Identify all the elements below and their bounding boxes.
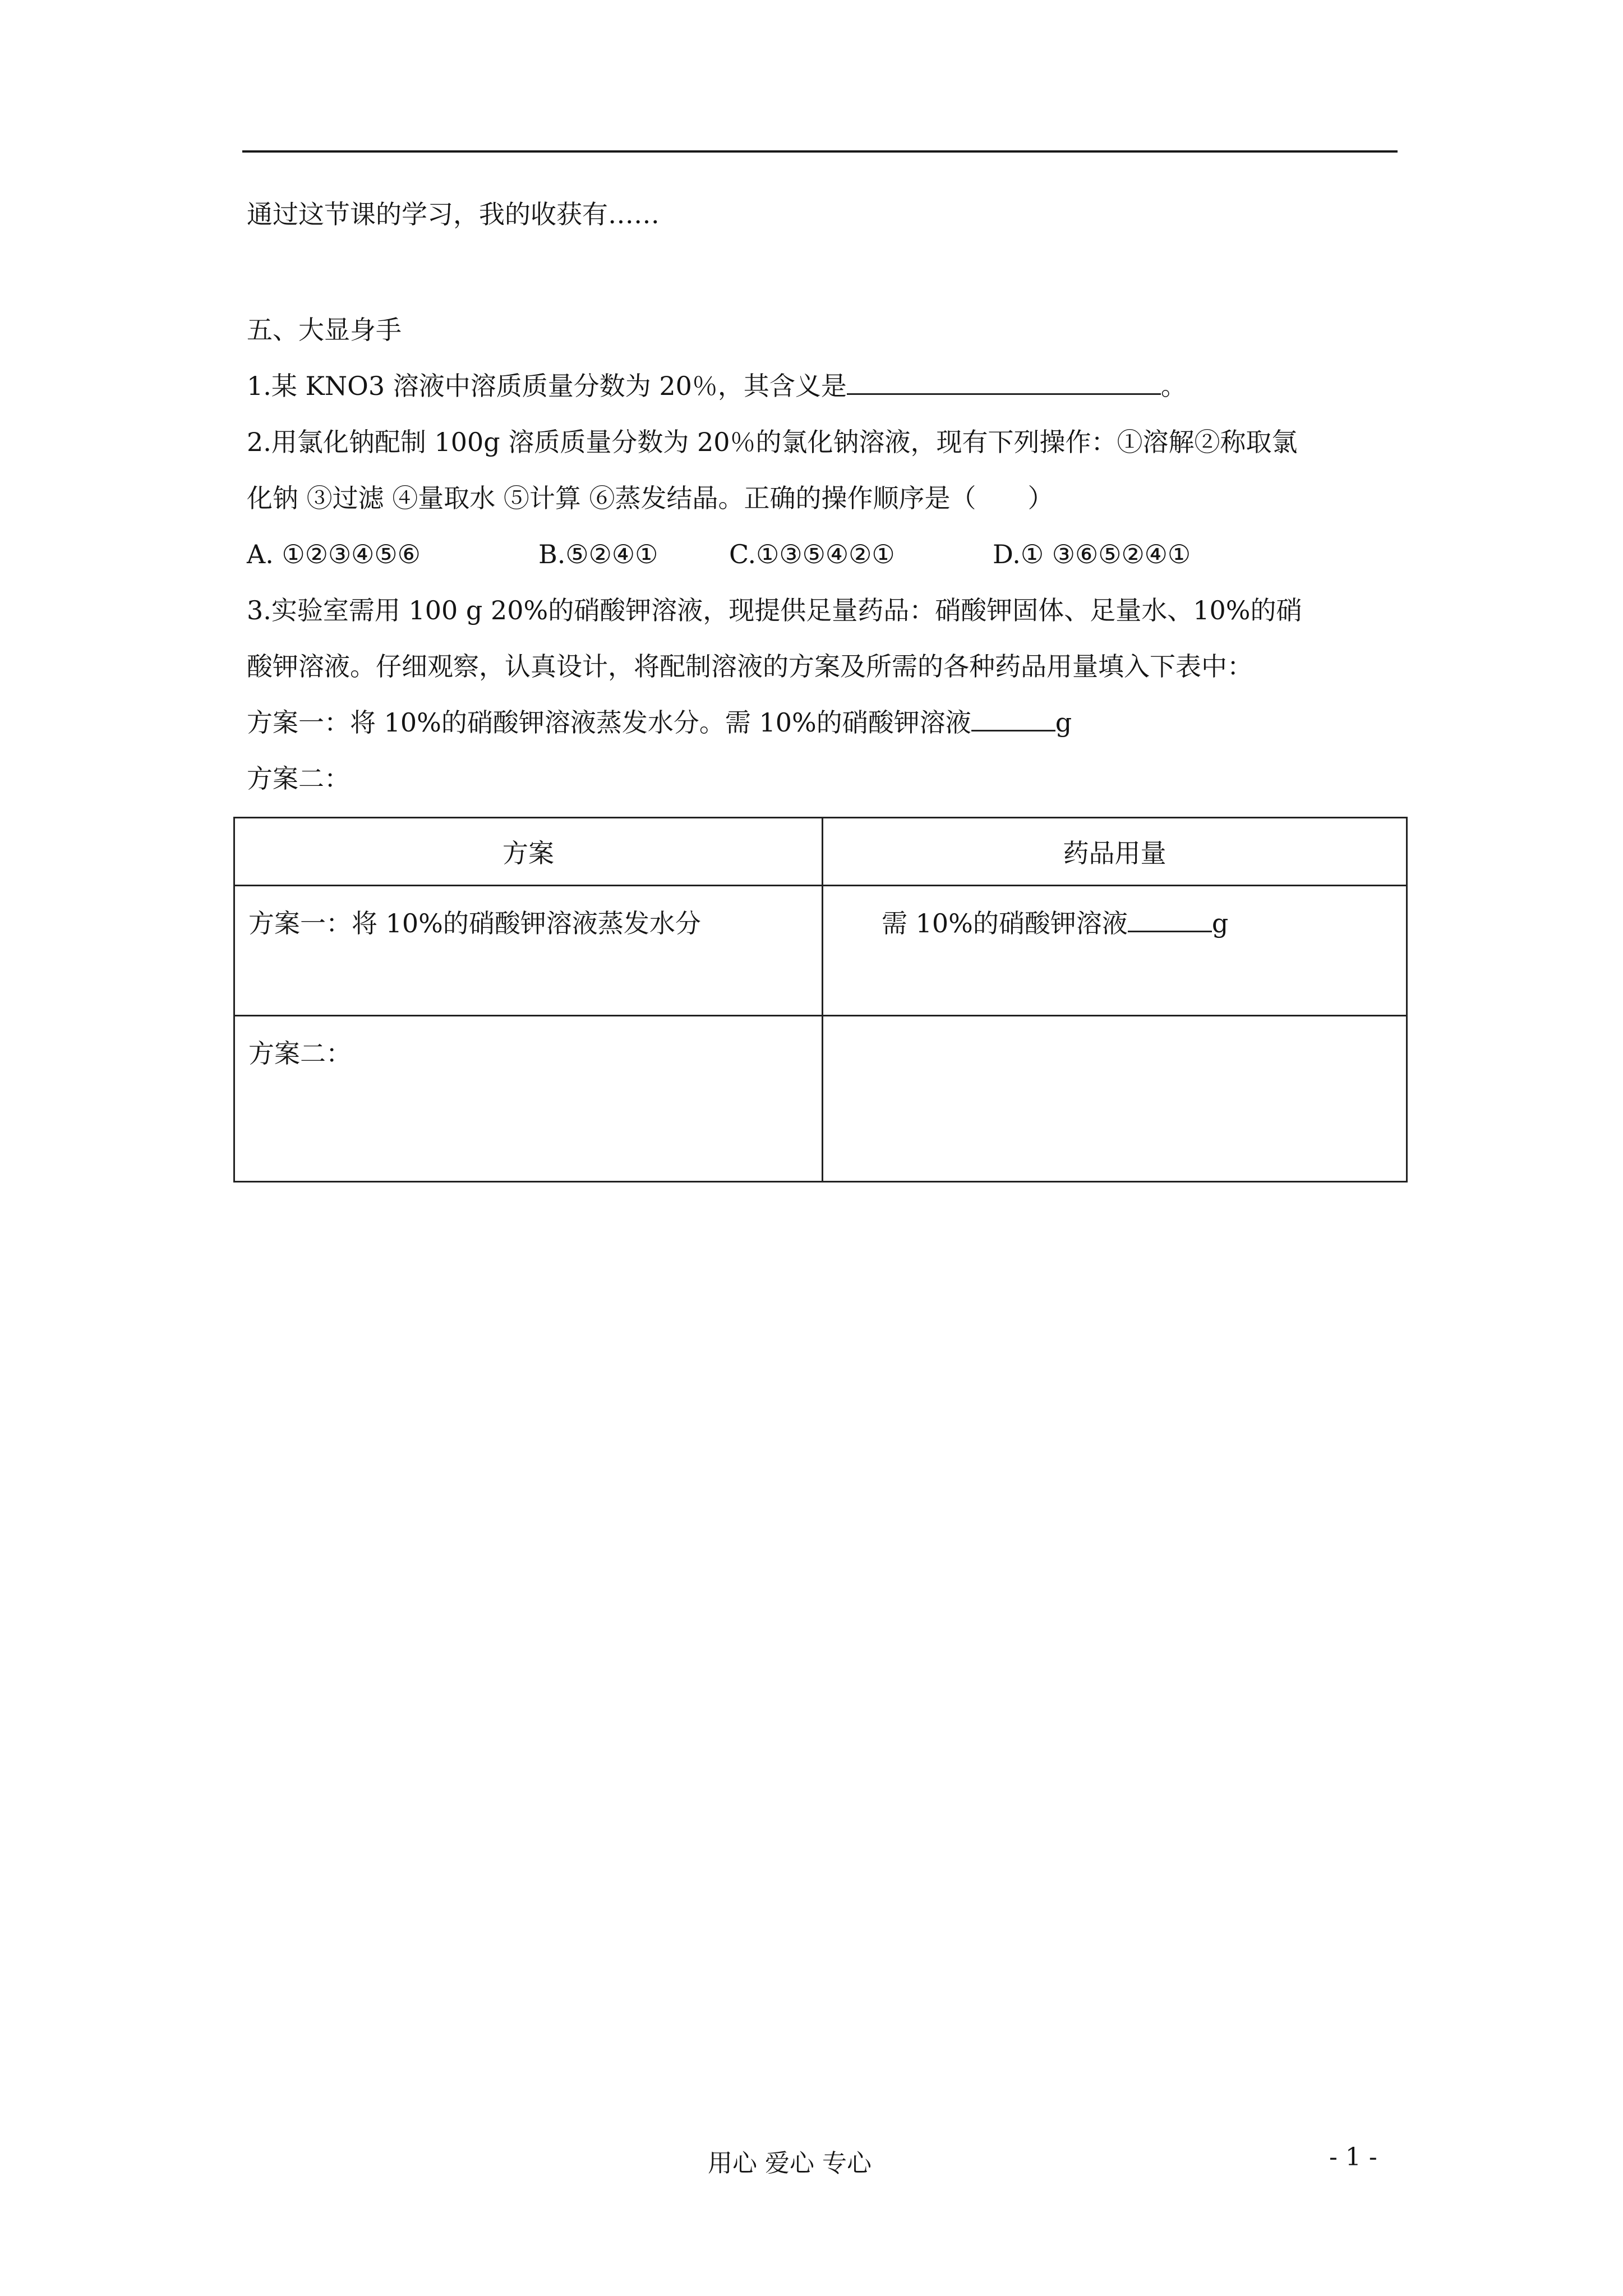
row-1-unit: g bbox=[1211, 908, 1229, 938]
reflection-text: 通过这节课的学习，我的收获有…… bbox=[247, 199, 660, 229]
plan-1-text: 方案一：将 10%的硝酸钾溶液蒸发水分。需 10%的硝酸钾溶液 bbox=[247, 707, 971, 738]
option-a[interactable]: A. ①②③④⑤⑥ bbox=[247, 539, 421, 569]
question-2-line-1: 2.用氯化钠配制 100g 溶质质量分数为 20％的氯化钠溶液，现有下列操作：①溶解②称取氯 bbox=[247, 427, 1298, 457]
question-1-text: 1.某 KNO3 溶液中溶质质量分数为 20％，其含义是 bbox=[247, 371, 847, 401]
footer-slogan: 用心 爱心 专心 bbox=[708, 2149, 872, 2178]
table-header-row bbox=[234, 818, 1407, 886]
row-1-plan: 方案一：将 10%的硝酸钾溶液蒸发水分 bbox=[234, 886, 823, 1016]
plan-1-unit: g bbox=[1055, 707, 1072, 738]
question-2-line-2: 化钠 ③过滤 ④量取水 ⑤计算 ⑥蒸发结晶。正确的操作顺序是（ ） bbox=[247, 483, 1054, 513]
question-1 bbox=[247, 368, 1187, 404]
row-2-plan: 方案二： bbox=[234, 1016, 823, 1182]
plan-1-line bbox=[247, 705, 1072, 740]
row-1-amount bbox=[823, 886, 1407, 1016]
header-amount: 药品用量 bbox=[823, 818, 1407, 886]
header-rule bbox=[242, 150, 1398, 153]
plan-table bbox=[233, 817, 1408, 1182]
option-c[interactable]: C.①③⑤④②① bbox=[729, 539, 895, 569]
row-2-amount[interactable] bbox=[823, 1016, 1407, 1182]
row-1-amount-text: 需 10%的硝酸钾溶液 bbox=[882, 908, 1128, 938]
page-number: - 1 - bbox=[1329, 2143, 1377, 2171]
answer-blank[interactable] bbox=[847, 371, 1161, 395]
plan-2-line: 方案二： bbox=[247, 763, 350, 794]
question-3-line-1: 3.实验室需用 100 g 20%的硝酸钾溶液，现提供足量药品：硝酸钾固体、足量水、10%的硝 bbox=[247, 595, 1302, 625]
question-3-line-2: 酸钾溶液。仔细观察，认真设计，将配制溶液的方案及所需的各种药品用量填入下表中： bbox=[247, 651, 1253, 682]
option-b[interactable]: B.⑤②④① bbox=[538, 539, 658, 569]
plan-1-blank[interactable] bbox=[971, 707, 1055, 731]
section-title: 五、大显身手 bbox=[247, 315, 402, 345]
table-row bbox=[234, 1016, 1407, 1182]
header-plan: 方案 bbox=[234, 818, 823, 886]
option-d[interactable]: D.① ③⑥⑤②④① bbox=[993, 539, 1191, 569]
question-1-end: 。 bbox=[1160, 371, 1187, 401]
row-1-blank[interactable] bbox=[1128, 908, 1212, 932]
question-2-options bbox=[247, 536, 1191, 572]
table-row bbox=[234, 886, 1407, 1016]
